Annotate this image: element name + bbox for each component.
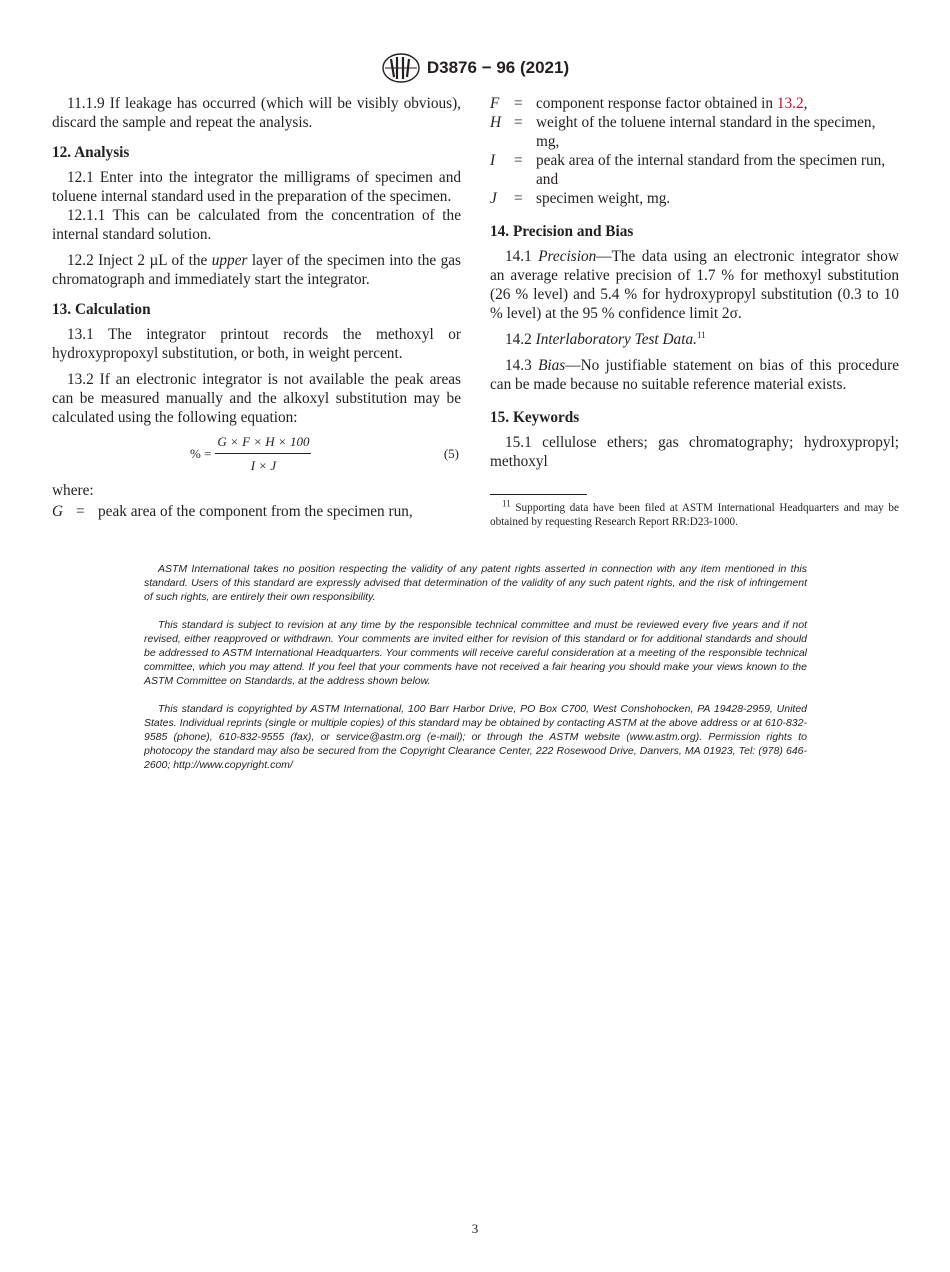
astm-logo-icon (381, 52, 421, 84)
paragraph-14-2: 14.2 Interlaboratory Test Data.$^{11}$ (505, 329, 706, 348)
equation-numerator: G × F × H × 100 (215, 432, 311, 454)
equation-denominator: I × J (250, 457, 277, 473)
section-heading-calculation: 13. Calculation (52, 301, 151, 318)
section-heading-precision-bias: 14. Precision and Bias (490, 223, 634, 240)
revision-notice: This standard is subject to revision at any time by the responsible technical committee and must be reviewed every five years and if not revised, either reapproved or withdrawn. Your comments are invited either for revision of this standard or for additional standards and should be addressed to ASTM International Headquarters. Your comments will receive careful consideration at a meeting of the responsible technical committee, which you may attend. If you feel that your comments have not received a fair hearing you should make your views known to the ASTM Committee on Standards, at the address shown below. (144, 619, 807, 687)
where-label: where: (52, 482, 94, 499)
paragraph-12-1: 12.1 Enter into the integrator the milligrams of specimen and toluene internal standard used in the preparation of the specimen. (52, 169, 461, 205)
variable-definition-h: H = weight of the toluene internal standard in the specimen, mg, (490, 114, 876, 150)
variable-definition-g: G = peak area of the component from the specimen run, (52, 503, 413, 520)
equation-lhs: % = (190, 445, 212, 461)
paragraph-15-1: 15.1 cellulose ethers; gas chromatography; hydroxypropyl; methoxyl (490, 434, 899, 470)
footnote-11: $^{11}$ Supporting data have been filed at ASTM International Headquarters and may be obtained by requesting Research Report RR:D23-1000. (490, 498, 899, 528)
variable-definition-i: I = peak area of the internal standard from the specimen run, and (490, 152, 886, 188)
variable-definition-j: J = specimen weight, mg. (490, 190, 671, 207)
page-number: 3 (471, 1221, 479, 1236)
equation-5 (52, 431, 461, 475)
equation-number: (5) (443, 446, 459, 461)
equation-fraction (215, 432, 311, 475)
paragraph-12-1-1: 12.1.1 This can be calculated from the concentration of the internal standard solution. (52, 207, 461, 243)
section-heading-analysis: 12. Analysis (52, 144, 130, 161)
paragraph-14-3: 14.3 Bias—No justifiable statement on bias of this procedure can be made because no suitable reference material exists. (490, 357, 900, 393)
right-column (490, 94, 899, 529)
document-designation: D3876 − 96 (2021) (426, 58, 570, 77)
paragraph-13-2: 13.2 If an electronic integrator is not available the peak areas can be measured manually and the alkoxyl substitution may be calculated using the following equation: (52, 371, 461, 426)
paragraph-13-1: 13.1 The integrator printout records the methoxyl or hydroxypropoxyl substitution, or both, in weight percent. (52, 326, 461, 362)
left-column (52, 94, 461, 521)
emphasis-upper: upper (211, 252, 248, 269)
section-link-13-2[interactable]: 13.2 (776, 95, 804, 112)
paragraph-11-1-9: 11.1.9 If leakage has occurred (which will be visibly obvious), discard the sample and repeat the analysis. (52, 95, 461, 131)
section-heading-keywords: 15. Keywords (490, 409, 580, 426)
astm-notices (144, 562, 807, 786)
copyright-notice: This standard is copyrighted by ASTM International, 100 Barr Harbor Drive, PO Box C700, West Conshohocken, PA 19428-2959, United States. Individual reprints (single or multiple copies) of this standard may be obtained by contacting ASTM at the above address or at 610-832-9585 (phone), 610-832-9555 (fax), or service@astm.org (e-mail); or through the ASTM website (www.astm.org). Permission rights to photocopy the standard may also be secured from the Copyright Clearance Center, 222 Rosewood Drive, Danvers, MA 01923, Tel: (978) 646-2600; http://www.copyright.com/ (144, 703, 807, 771)
page-header (0, 52, 950, 84)
paragraph-14-1: 14.1 Precision—The data using an electronic integrator show an average relative precision of 1.7 % for methoxyl substitution (26 % level) and 5.4 % for hydroxypropyl substitution (0.3 to 10 % level) at the 95 % confidence limit 2σ. (490, 248, 900, 322)
footnote-marker: 11 (696, 329, 706, 340)
paragraph-12-2: 12.2 Inject 2 µL of the upper layer of the specimen into the gas chromatograph and immediately start the integrator. (52, 252, 461, 288)
footnote-divider (490, 494, 587, 495)
patent-notice: ASTM International takes no position respecting the validity of any patent rights asserted in connection with any item mentioned in this standard. Users of this standard are expressly advised that determination of the validity of any such patent rights, and the risk of infringement of such rights, are entirely their own responsibility. (144, 563, 807, 603)
variable-definition-f: F = component response factor obtained in 13.2, (490, 95, 808, 112)
